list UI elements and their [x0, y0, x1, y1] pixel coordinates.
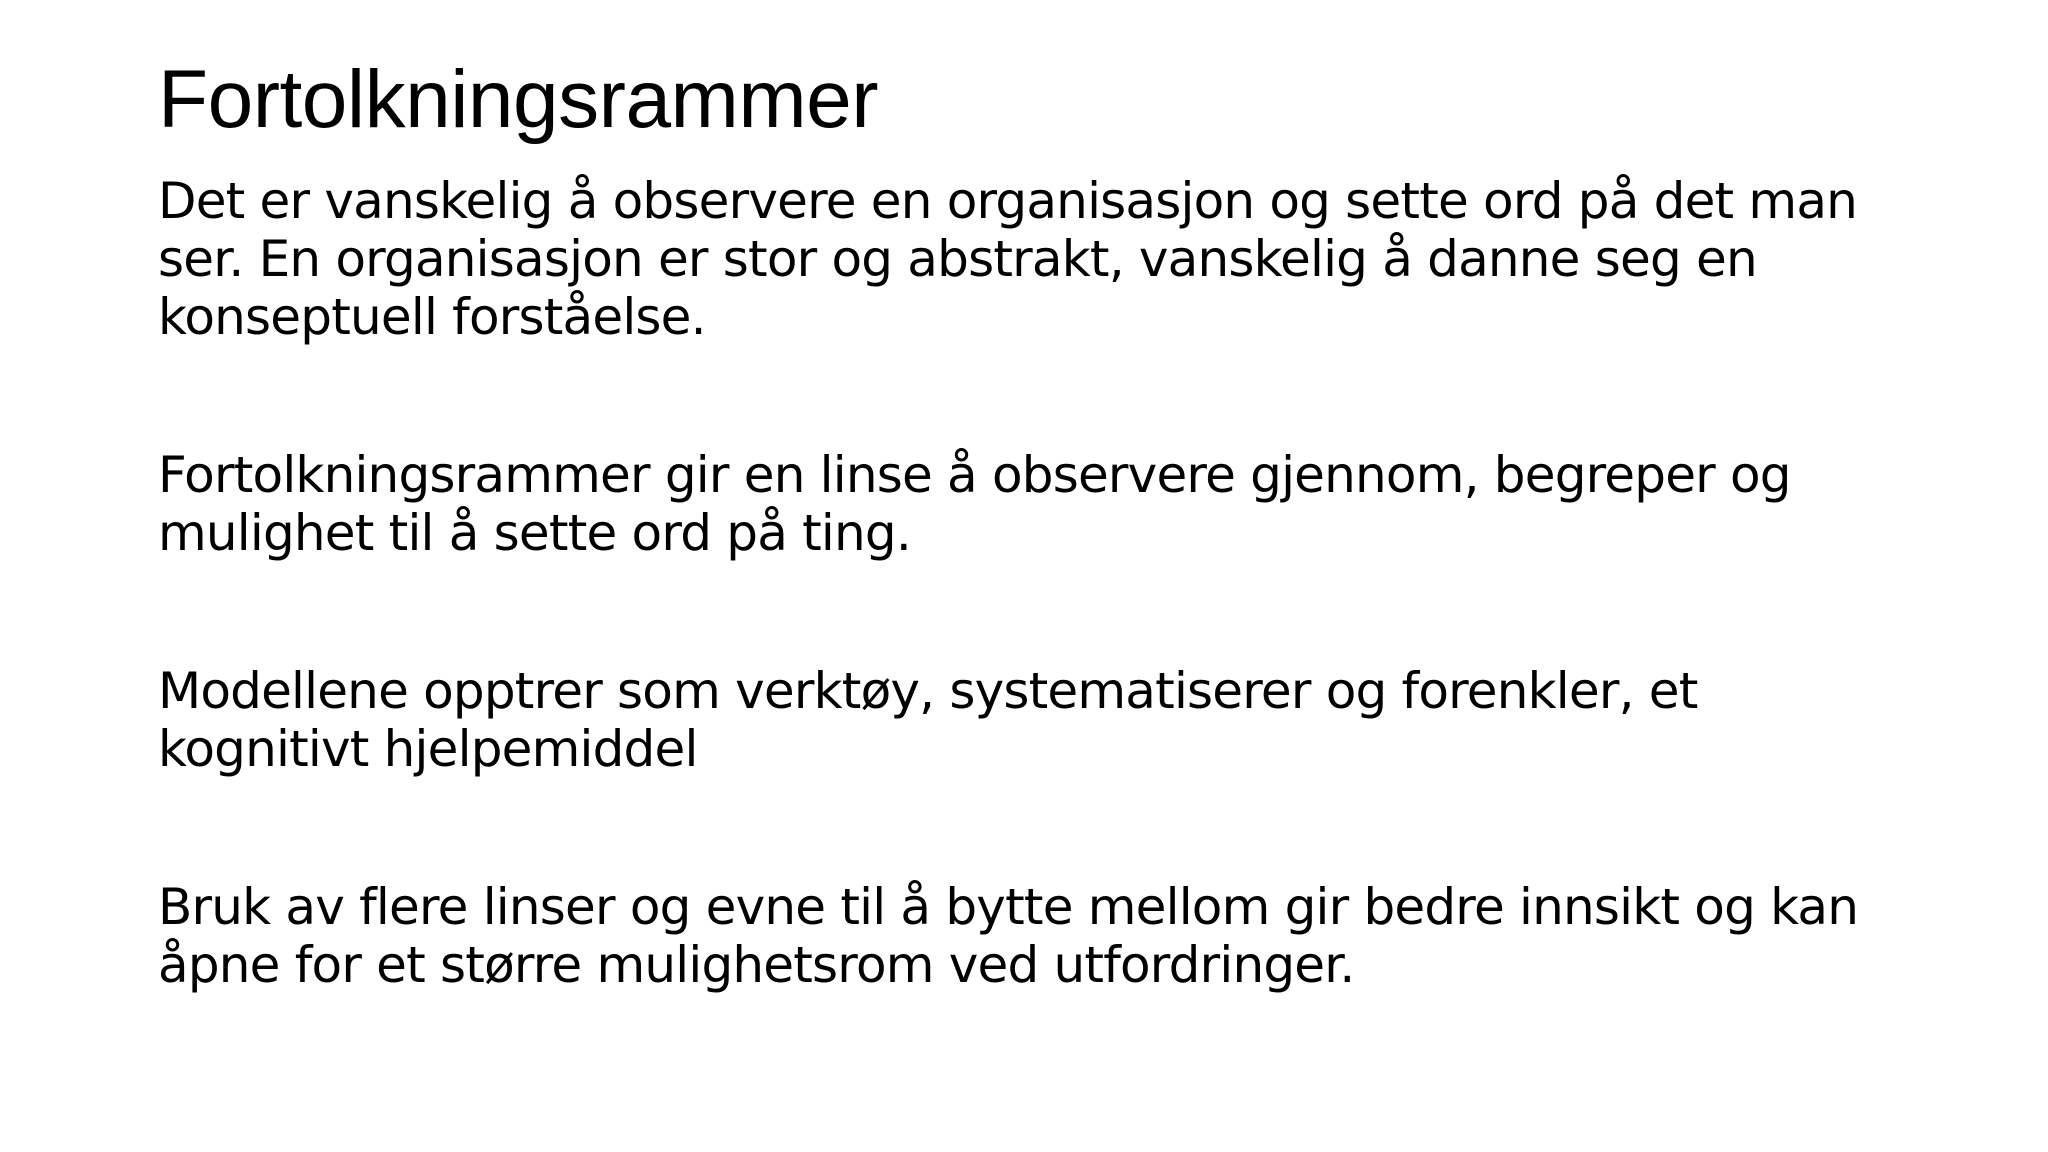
slide-title: Fortolkningsrammer — [158, 54, 879, 145]
paragraph-4: Bruk av flere linser og evne til å bytte mellom gir bedre innsikt og kan åpne for et større mulighetsrom ved utfordringer. — [158, 878, 1859, 994]
paragraph-3: Modellene opptrer som verktøy, systematiserer og forenkler, et kognitivt hjelpemiddel — [158, 662, 1698, 778]
paragraph-1: Det er vanskelig å observere en organisasjon og sette ord på det man ser. En organisasjon er stor og abstrakt, vanskelig å danne seg en konseptuell forståelse. — [158, 172, 1858, 346]
slide-body — [158, 172, 1918, 994]
paragraph-2: Fortolkningsrammer gir en linse å observere gjennom, begreper og mulighet til å sette ord på ting. — [158, 446, 1791, 562]
